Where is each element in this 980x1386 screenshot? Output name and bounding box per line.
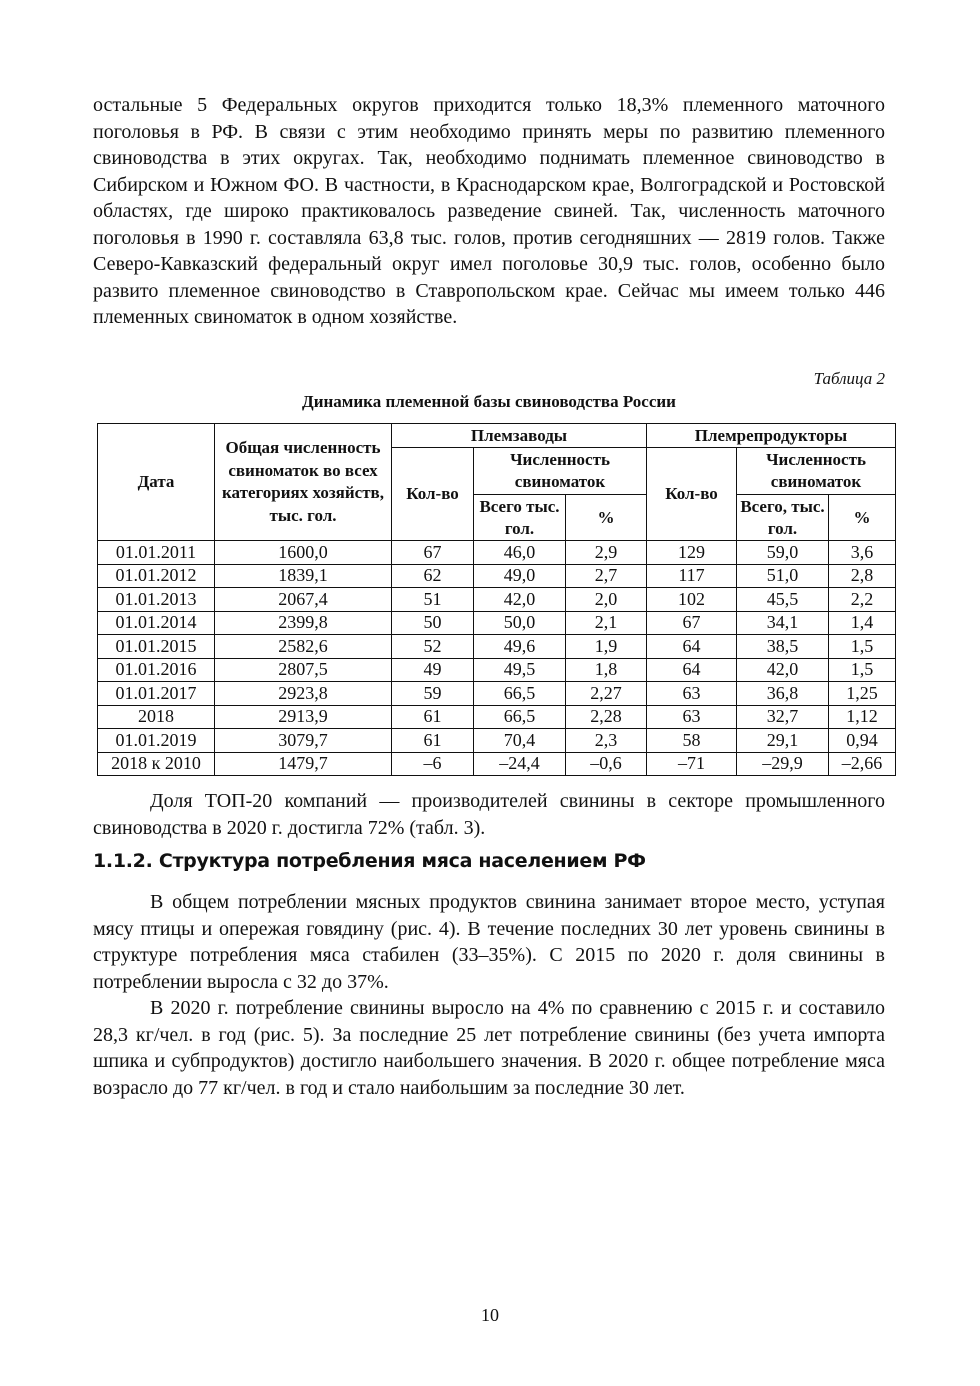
table-cell: 64 [647, 635, 737, 659]
section-paragraph: В общем потреблении мясных продуктов свинина занимает второе место, уступая мясу птицы и опережая говядину (рис. 4). В течение последних 30 лет уровень свинины в структуре потребления мяса стабилен (33–35%). С 2015 по 2020 г. доля свинины в потреблении выросла с 32 до 37%. [93, 891, 885, 993]
table-cell: –2,66 [829, 752, 896, 776]
table-row [98, 752, 896, 776]
table-cell: 45,5 [737, 588, 829, 612]
header-percent-1: % [566, 495, 647, 541]
table-cell: 32,7 [737, 705, 829, 729]
header-date: Дата [98, 424, 215, 541]
top20-paragraph: Доля ТОП-20 компаний — производителей свинины в секторе промышленного свиноводства в 2020 г. достигла 72% (табл. 3). [93, 790, 885, 839]
table-cell: 63 [647, 682, 737, 706]
table-cell: –71 [647, 752, 737, 776]
table-cell: 2067,4 [215, 588, 392, 612]
table-cell: 61 [392, 705, 474, 729]
table-cell: 62 [392, 564, 474, 588]
table-cell: 1,5 [829, 635, 896, 659]
section-paragraph: В 2020 г. потребление свинины выросло на 4% по сравнению с 2015 г. и составило 28,3 кг/чел. в год (рис. 5). За последние 25 лет потребление свинины (без учета импорта шпика и субпродуктов) достигло наибольшего значения. В 2020 г. общее потребление мяса возрасло до 77 кг/чел. в год и стало наибольшим за последние 30 лет. [93, 997, 885, 1099]
table-row [98, 682, 896, 706]
table-cell: 01.01.2013 [98, 588, 215, 612]
table-cell: 52 [392, 635, 474, 659]
table-cell: 29,1 [737, 729, 829, 753]
table-cell: 01.01.2012 [98, 564, 215, 588]
header-count-1: Кол-во [392, 448, 474, 541]
table-cell: 1,8 [566, 658, 647, 682]
table-title: Динамика племенной базы свиноводства России [302, 392, 676, 411]
table-cell: 2,2 [829, 588, 896, 612]
table-caption: Таблица 2 [813, 369, 885, 388]
section-heading: 1.1.2. Структура потребления мяса населением РФ [93, 850, 646, 872]
table-cell: 50 [392, 611, 474, 635]
table-cell: –6 [392, 752, 474, 776]
table-cell: 61 [392, 729, 474, 753]
table-cell: 36,8 [737, 682, 829, 706]
table-cell: 49 [392, 658, 474, 682]
table-cell: 2923,8 [215, 682, 392, 706]
header-count-2: Кол-во [647, 448, 737, 541]
table-cell: 2807,5 [215, 658, 392, 682]
table-cell: 2,0 [566, 588, 647, 612]
table-cell: 34,1 [737, 611, 829, 635]
table-cell: 0,94 [829, 729, 896, 753]
table-cell: 2,3 [566, 729, 647, 753]
table-cell: 42,0 [474, 588, 566, 612]
header-sows-2: Численность свиноматок [737, 448, 896, 495]
table-cell: 66,5 [474, 705, 566, 729]
table-cell: 1,5 [829, 658, 896, 682]
header-plemreproduktory: Племрепродукторы [647, 424, 896, 448]
page-number: 10 [481, 1305, 499, 1325]
table-cell: 2,9 [566, 541, 647, 565]
table-cell: 2018 к 2010 [98, 752, 215, 776]
table-cell: 2,1 [566, 611, 647, 635]
table-cell: 2399,8 [215, 611, 392, 635]
table-cell: 1600,0 [215, 541, 392, 565]
table-cell: 117 [647, 564, 737, 588]
table-cell: 49,6 [474, 635, 566, 659]
table-row [98, 541, 896, 565]
table-cell: –0,6 [566, 752, 647, 776]
table-cell: 2913,9 [215, 705, 392, 729]
header-total: Общая численность свиноматок во всех категориях хозяйств, тыс. гол. [215, 424, 392, 541]
table-cell: 01.01.2011 [98, 541, 215, 565]
table-cell: 63 [647, 705, 737, 729]
table-cell: 59 [392, 682, 474, 706]
table-cell: 59,0 [737, 541, 829, 565]
header-sows-1: Численность свиноматок [474, 448, 647, 495]
table-row [98, 729, 896, 753]
table-cell: 42,0 [737, 658, 829, 682]
table-cell: 49,0 [474, 564, 566, 588]
header-total-k-2: Всего, тыс. гол. [737, 495, 829, 541]
header-total-k-1: Всего тыс. гол. [474, 495, 566, 541]
table-cell: 49,5 [474, 658, 566, 682]
table-cell: 2,28 [566, 705, 647, 729]
table-cell: 50,0 [474, 611, 566, 635]
header-percent-2: % [829, 495, 896, 541]
table-cell: 1,12 [829, 705, 896, 729]
table-cell: 70,4 [474, 729, 566, 753]
table-cell: –29,9 [737, 752, 829, 776]
table-row [98, 588, 896, 612]
table-cell: 2582,6 [215, 635, 392, 659]
table-cell: 1479,7 [215, 752, 392, 776]
table-cell: –24,4 [474, 752, 566, 776]
table-cell: 129 [647, 541, 737, 565]
table-cell: 102 [647, 588, 737, 612]
table-cell: 3079,7 [215, 729, 392, 753]
table-cell: 2,8 [829, 564, 896, 588]
table-cell: 64 [647, 658, 737, 682]
table-cell: 01.01.2014 [98, 611, 215, 635]
table-cell: 51 [392, 588, 474, 612]
table-cell: 2,27 [566, 682, 647, 706]
table-row [98, 564, 896, 588]
header-plemzavody: Племзаводы [392, 424, 647, 448]
table-cell: 67 [647, 611, 737, 635]
table-row [98, 705, 896, 729]
table-cell: 3,6 [829, 541, 896, 565]
table-row [98, 658, 896, 682]
table-cell: 38,5 [737, 635, 829, 659]
table-cell: 1,25 [829, 682, 896, 706]
table-cell: 01.01.2015 [98, 635, 215, 659]
table-cell: 46,0 [474, 541, 566, 565]
table-cell: 58 [647, 729, 737, 753]
table-cell: 1,9 [566, 635, 647, 659]
table-cell: 66,5 [474, 682, 566, 706]
table-cell: 1,4 [829, 611, 896, 635]
table-row [98, 635, 896, 659]
table-cell: 2,7 [566, 564, 647, 588]
table-cell: 2018 [98, 705, 215, 729]
table-row [98, 611, 896, 635]
breeding-base-table [97, 423, 896, 776]
table-cell: 01.01.2016 [98, 658, 215, 682]
intro-paragraph: остальные 5 Федеральных округов приходится только 18,3% племенного маточного поголовья в РФ. В связи с этим необходимо принять меры по развитию племенного свиноводства в этих округах. Так, необходимо поднимать племенное свиноводство в Сибирском и Южном ФО. В частности, в Краснодарском крае, Волгоградской и Ростовской областях, где широко практиковалось разведение свиней. Так, численность маточного поголовья в 1990 г. составляла 63,8 тыс. голов, против сегодняшних — 2819 голов. Также Северо-Кавказский федеральный округ имел поголовье 30,9 тыс. голов, особенно было развито племенное свиноводство в Ставропольском крае. Сейчас мы имеем только 446 племенных свиноматок в одном хозяйстве. [93, 94, 885, 328]
table-cell: 67 [392, 541, 474, 565]
table-cell: 51,0 [737, 564, 829, 588]
table-cell: 1839,1 [215, 564, 392, 588]
table-cell: 01.01.2017 [98, 682, 215, 706]
table-cell: 01.01.2019 [98, 729, 215, 753]
